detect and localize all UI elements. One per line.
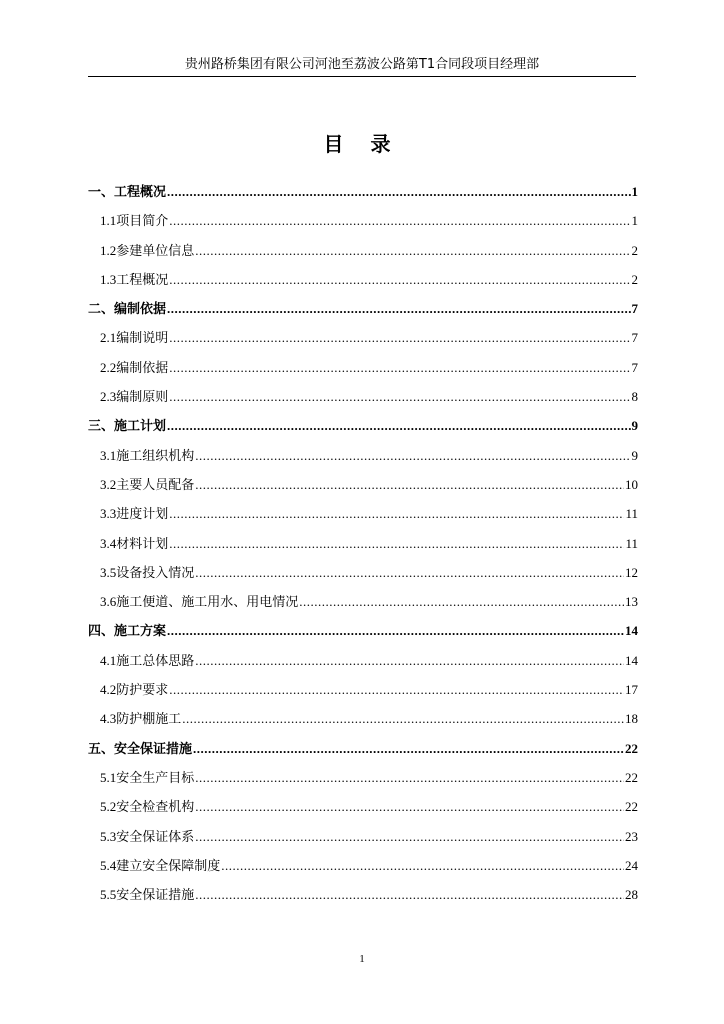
toc-leader-dots [169,330,630,346]
toc-entry-label: 防护要求 [116,683,169,699]
toc-leader-dots [169,536,624,552]
toc-entry-page: 9 [631,418,638,434]
header-divider [88,76,636,77]
toc-entry-page: 14 [625,652,638,668]
toc-subsection-entry[interactable] [88,855,638,884]
toc-entry-label: 参建单位信息 [116,243,195,259]
toc-entry-number: 5.3 [100,828,117,844]
toc-entry-page: 10 [625,476,638,492]
toc-entry-number: 3.3 [100,506,117,522]
toc-leader-dots [195,448,630,464]
toc-leader-dots [167,418,630,434]
toc-entry-number: 四、 [88,623,115,639]
toc-section-entry[interactable] [88,415,638,444]
toc-leader-dots [195,770,624,786]
toc-leader-dots [169,389,630,405]
toc-entry-label: 施工方案 [114,624,167,640]
toc-entry-label: 进度计划 [116,507,169,523]
toc-entry-page: 12 [625,564,638,580]
toc-section-entry[interactable] [88,620,638,649]
toc-entry-label: 编制依据 [114,302,167,318]
toc-subsection-entry[interactable] [88,240,638,269]
toc-entry-page: 1 [631,213,638,229]
toc-subsection-entry[interactable] [88,210,638,239]
toc-entry-page: 22 [625,799,638,815]
toc-leader-dots [169,360,630,376]
toc-entry-number: 5.5 [100,887,117,903]
toc-entry-number: 4.2 [100,682,117,698]
toc-subsection-entry[interactable] [88,884,638,913]
toc-subsection-entry[interactable] [88,767,638,796]
toc-entry-label: 施工总体思路 [116,653,195,669]
toc-subsection-entry[interactable] [88,269,638,298]
toc-leader-dots [169,506,624,522]
toc-subsection-entry[interactable] [88,474,638,503]
toc-entry-label: 防护棚施工 [116,712,182,728]
toc-subsection-entry[interactable] [88,503,638,532]
toc-entry-page: 8 [631,389,638,405]
toc-entry-number: 4.1 [100,652,117,668]
toc-entry-number: 2.3 [100,389,117,405]
toc-entry-page: 18 [625,711,638,727]
toc-subsection-entry[interactable] [88,796,638,825]
toc-entry-label: 安全检查机构 [116,800,195,816]
toc-entry-page: 22 [625,769,638,785]
toc-leader-dots [195,653,624,669]
toc-entry-label: 工程概况 [114,185,167,200]
toc-entry-number: 4.3 [100,711,117,727]
toc-entry-number: 3.5 [100,564,117,580]
toc-subsection-entry[interactable] [88,327,638,356]
toc-entry-label: 项目简介 [116,214,169,230]
toc-subsection-entry[interactable] [88,445,638,474]
toc-leader-dots [195,565,624,581]
toc-leader-dots [169,682,624,698]
toc-entry-label: 安全生产目标 [116,770,195,786]
toc-entry-number: 2.2 [100,359,117,375]
toc-entry-number: 5.4 [100,857,117,873]
toc-entry-page: 11 [625,535,638,551]
toc-title: 目 录 [323,132,401,156]
toc-leader-dots [167,184,630,200]
toc-entry-page: 7 [631,359,638,375]
toc-entry-number: 2.1 [100,330,117,346]
toc-entry-page: 2 [631,242,638,258]
toc-leader-dots [182,711,624,727]
toc-subsection-entry[interactable] [88,826,638,855]
toc-entry-number: 1.2 [100,242,117,258]
toc-entry-page: 23 [625,828,638,844]
toc-entry-label: 安全保证体系 [116,829,195,845]
toc-leader-dots [299,594,624,610]
toc-leader-dots [167,623,624,639]
toc-section-entry[interactable] [88,298,638,327]
toc-subsection-entry[interactable] [88,591,638,620]
toc-leader-dots [195,829,624,845]
toc-entry-label: 材料计划 [116,536,169,552]
toc-entry-label: 建立安全保障制度 [116,858,221,874]
toc-entry-label: 安全保证措施 [114,741,193,757]
toc-entry-label: 编制原则 [116,390,169,406]
toc-entry-number: 5.2 [100,799,117,815]
toc-entry-page: 2 [631,271,638,287]
toc-leader-dots [195,887,624,903]
toc-subsection-entry[interactable] [88,357,638,386]
toc-subsection-entry[interactable] [88,650,638,679]
toc-entry-page: 13 [625,594,638,610]
toc-subsection-entry[interactable] [88,679,638,708]
toc-leader-dots [193,741,624,757]
toc-entry-label: 编制说明 [116,331,169,347]
toc-entry-label: 施工组织机构 [116,448,195,464]
toc-entry-page: 7 [631,330,638,346]
toc-subsection-entry[interactable] [88,386,638,415]
table-of-contents [88,181,638,913]
toc-leader-dots [195,799,624,815]
page-header: 贵州路桥集团有限公司河池至荔波公路第T1合同段项目经理部 [184,57,540,72]
toc-entry-number: 1.1 [100,213,117,229]
toc-entry-page: 22 [625,740,638,756]
toc-leader-dots [169,213,630,229]
toc-entry-page: 7 [631,301,638,317]
toc-entry-number: 3.6 [100,594,117,610]
toc-leader-dots [195,243,630,259]
toc-entry-label: 设备投入情况 [116,565,195,581]
toc-entry-label: 施工计划 [114,419,167,435]
toc-entry-page: 11 [625,506,638,522]
toc-leader-dots [167,301,630,317]
toc-entry-page: 28 [625,887,638,903]
toc-entry-page: 24 [625,857,638,873]
toc-entry-number: 3.2 [100,476,117,492]
toc-entry-number: 一、 [88,184,115,199]
toc-entry-page: 14 [625,623,638,639]
page-number: 1 [359,953,365,965]
toc-section-entry[interactable] [88,738,638,767]
toc-entry-number: 1.3 [100,271,117,287]
toc-entry-page: 1 [631,184,638,199]
toc-entry-number: 二、 [88,301,115,317]
toc-subsection-entry[interactable] [88,533,638,562]
toc-entry-number: 5.1 [100,769,117,785]
toc-subsection-entry[interactable] [88,708,638,737]
toc-entry-number: 3.1 [100,447,117,463]
toc-subsection-entry[interactable] [88,562,638,591]
toc-entry-label: 施工便道、施工用水、用电情况 [116,595,299,611]
toc-entry-number: 3.4 [100,535,117,551]
toc-section-entry[interactable] [88,181,638,210]
toc-entry-label: 安全保证措施 [116,888,195,904]
toc-entry-page: 17 [625,682,638,698]
toc-entry-label: 工程概况 [116,272,169,288]
toc-entry-label: 主要人员配备 [116,477,195,493]
toc-leader-dots [169,272,630,288]
toc-entry-number: 五、 [88,740,115,756]
toc-entry-page: 9 [631,447,638,463]
toc-entry-number: 三、 [88,418,115,434]
toc-leader-dots [221,858,624,874]
toc-leader-dots [195,477,624,493]
toc-entry-label: 编制依据 [116,360,169,376]
